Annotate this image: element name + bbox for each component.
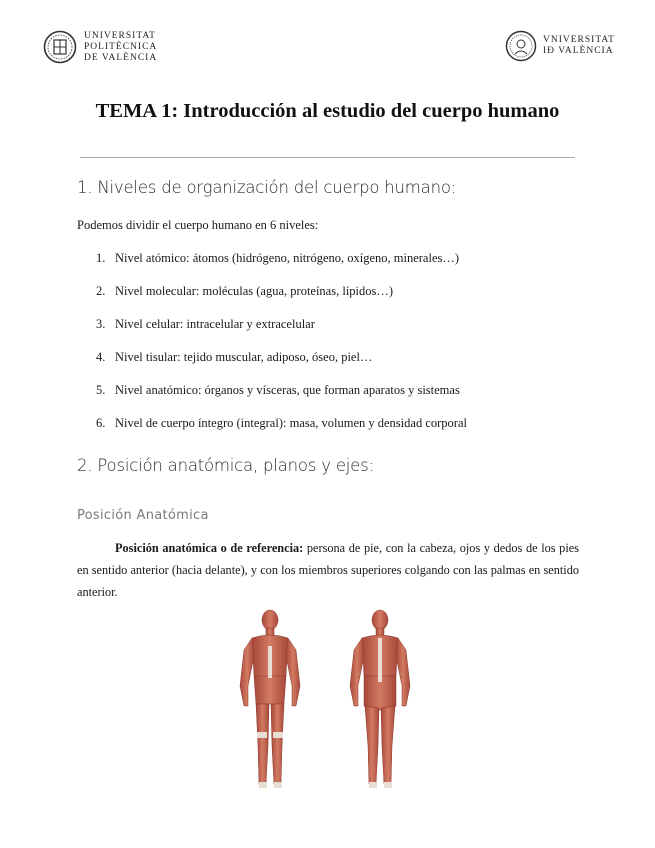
list-item: 6. Nivel de cuerpo íntegro (integral): masa, volumen y densidad corporal <box>96 416 467 430</box>
paragraph-bold-lead: Posición anatómica o de referencia: <box>115 541 304 555</box>
upv-seal-icon <box>43 30 77 64</box>
upv-logo-text: UNIVERSITAT POLITÈCNICA DE VALÈNCIA <box>84 30 158 63</box>
uv-logo-text: VNIVERSITAT IÐ VALÈNCIA <box>543 35 615 56</box>
anatomical-figures-image <box>228 606 428 796</box>
upv-logo <box>43 30 157 64</box>
front-view-figure <box>240 610 300 784</box>
anatomical-position-paragraph <box>77 537 579 603</box>
section-2-subheading: Posición Anatómica <box>77 508 209 523</box>
list-item: 3. Nivel celular: intracelular y extracelular <box>96 317 315 331</box>
list-item: 4. Nivel tisular: tejido muscular, adiposo, óseo, piel… <box>96 350 373 364</box>
levels-list <box>96 251 467 449</box>
section-1-heading: 1. Niveles de organización del cuerpo humano: <box>77 178 457 197</box>
list-item: 1. Nivel atómico: átomos (hidrógeno, nitrógeno, oxígeno, minerales…) <box>96 251 460 265</box>
title-divider <box>80 157 575 158</box>
list-item: 2. Nivel molecular: moléculas (agua, proteínas, lípidos…) <box>96 284 394 298</box>
page-title: TEMA 1: Introducción al estudio del cuerpo humano <box>95 100 560 122</box>
uv-seal-icon <box>505 30 537 62</box>
paragraph-body: persona de pie, con la cabeza, ojos y dedos de los pies en sentido anterior (hacia delante), y con los miembros superiores colgando con las palmas en sentido anterior. <box>77 541 579 599</box>
list-item: 5. Nivel anatómico: órganos y vísceras, que forman aparatos y sistemas <box>96 383 460 397</box>
section-1-intro: Podemos dividir el cuerpo humano en 6 niveles: <box>77 218 319 232</box>
section-2-heading: 2. Posición anatómica, planos y ejes: <box>77 456 374 475</box>
uv-logo <box>505 30 615 62</box>
back-view-figure <box>350 610 410 784</box>
